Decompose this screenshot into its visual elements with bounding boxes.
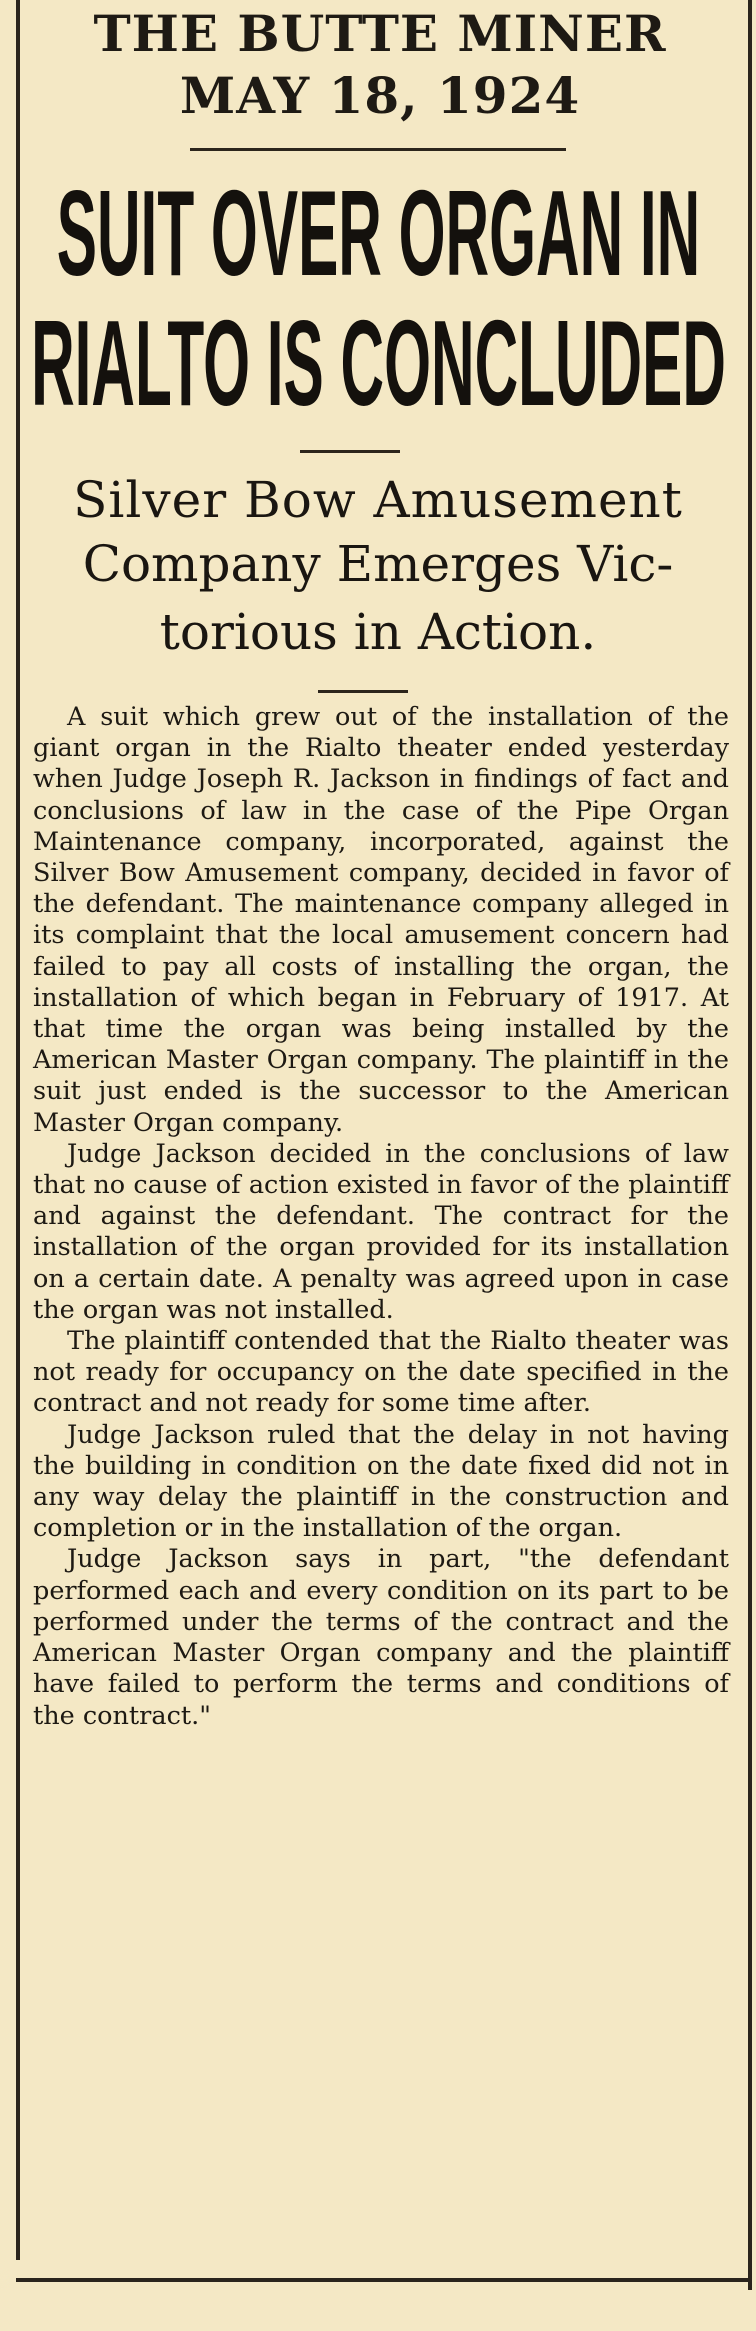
headline-rule (300, 450, 400, 453)
headline-line-1: SUIT OVER ORGAN IN (56, 164, 701, 302)
article-paragraph: The plaintiff contended that the Rialto theater was not ready for occupancy on the date specified in the contract and not ready for some time after. (33, 1326, 729, 1419)
article-paragraph: Judge Jackson says in part, "the defendant performed each and every condition on its part to be performed under the terms of the contract and the American Master Organ company and the plaintiff have failed to perform the terms and conditions of the contract." (33, 1544, 729, 1731)
headline-line-2: RIALTO IS CONCLUDED (31, 294, 726, 432)
article-paragraph: Judge Jackson ruled that the delay in not having the building in condition on the date fixed did not in any way delay the plaintiff in the construction and completion or in the installation of the organ. (33, 1419, 729, 1544)
deck-line-2: Company Emerges Vic- (82, 535, 674, 593)
deck-line-1: Silver Bow Amusement (73, 471, 683, 529)
article-body (33, 702, 729, 1732)
newspaper-name: THE BUTTE MINER (93, 4, 667, 63)
right-column-rule (748, 0, 752, 2290)
article-paragraph: Judge Jackson decided in the conclusions of law that no cause of action existed in favor of the plaintiff and against the defendant. The contract for the installation of the organ provided for its installation on a certain date. A penalty was agreed upon in case the organ was not installed. (33, 1138, 729, 1325)
publication-date: MAY 18, 1924 (179, 66, 581, 125)
bottom-rule (16, 2278, 752, 2282)
deck-line-3: torious in Action. (159, 603, 597, 661)
left-column-rule (16, 0, 20, 2260)
deck-rule (318, 690, 408, 693)
masthead-rule (190, 148, 566, 151)
article-paragraph: A suit which grew out of the installation of the giant organ in the Rialto theater ended yesterday when Judge Joseph R. Jackson in findings of fact and conclusions of law in the case of the Pipe Organ Maintenance company, incorporated, against the Silver Bow Amusement company, decided in favor of the defendant. The maintenance company alleged in its complaint that the local amusement concern had failed to pay all costs of installing the organ, the installation of which began in February of 1917. At that time the organ was being installed by the American Master Organ company. The plaintiff in the suit just ended is the successor to the American Master Organ company. (33, 702, 729, 1138)
